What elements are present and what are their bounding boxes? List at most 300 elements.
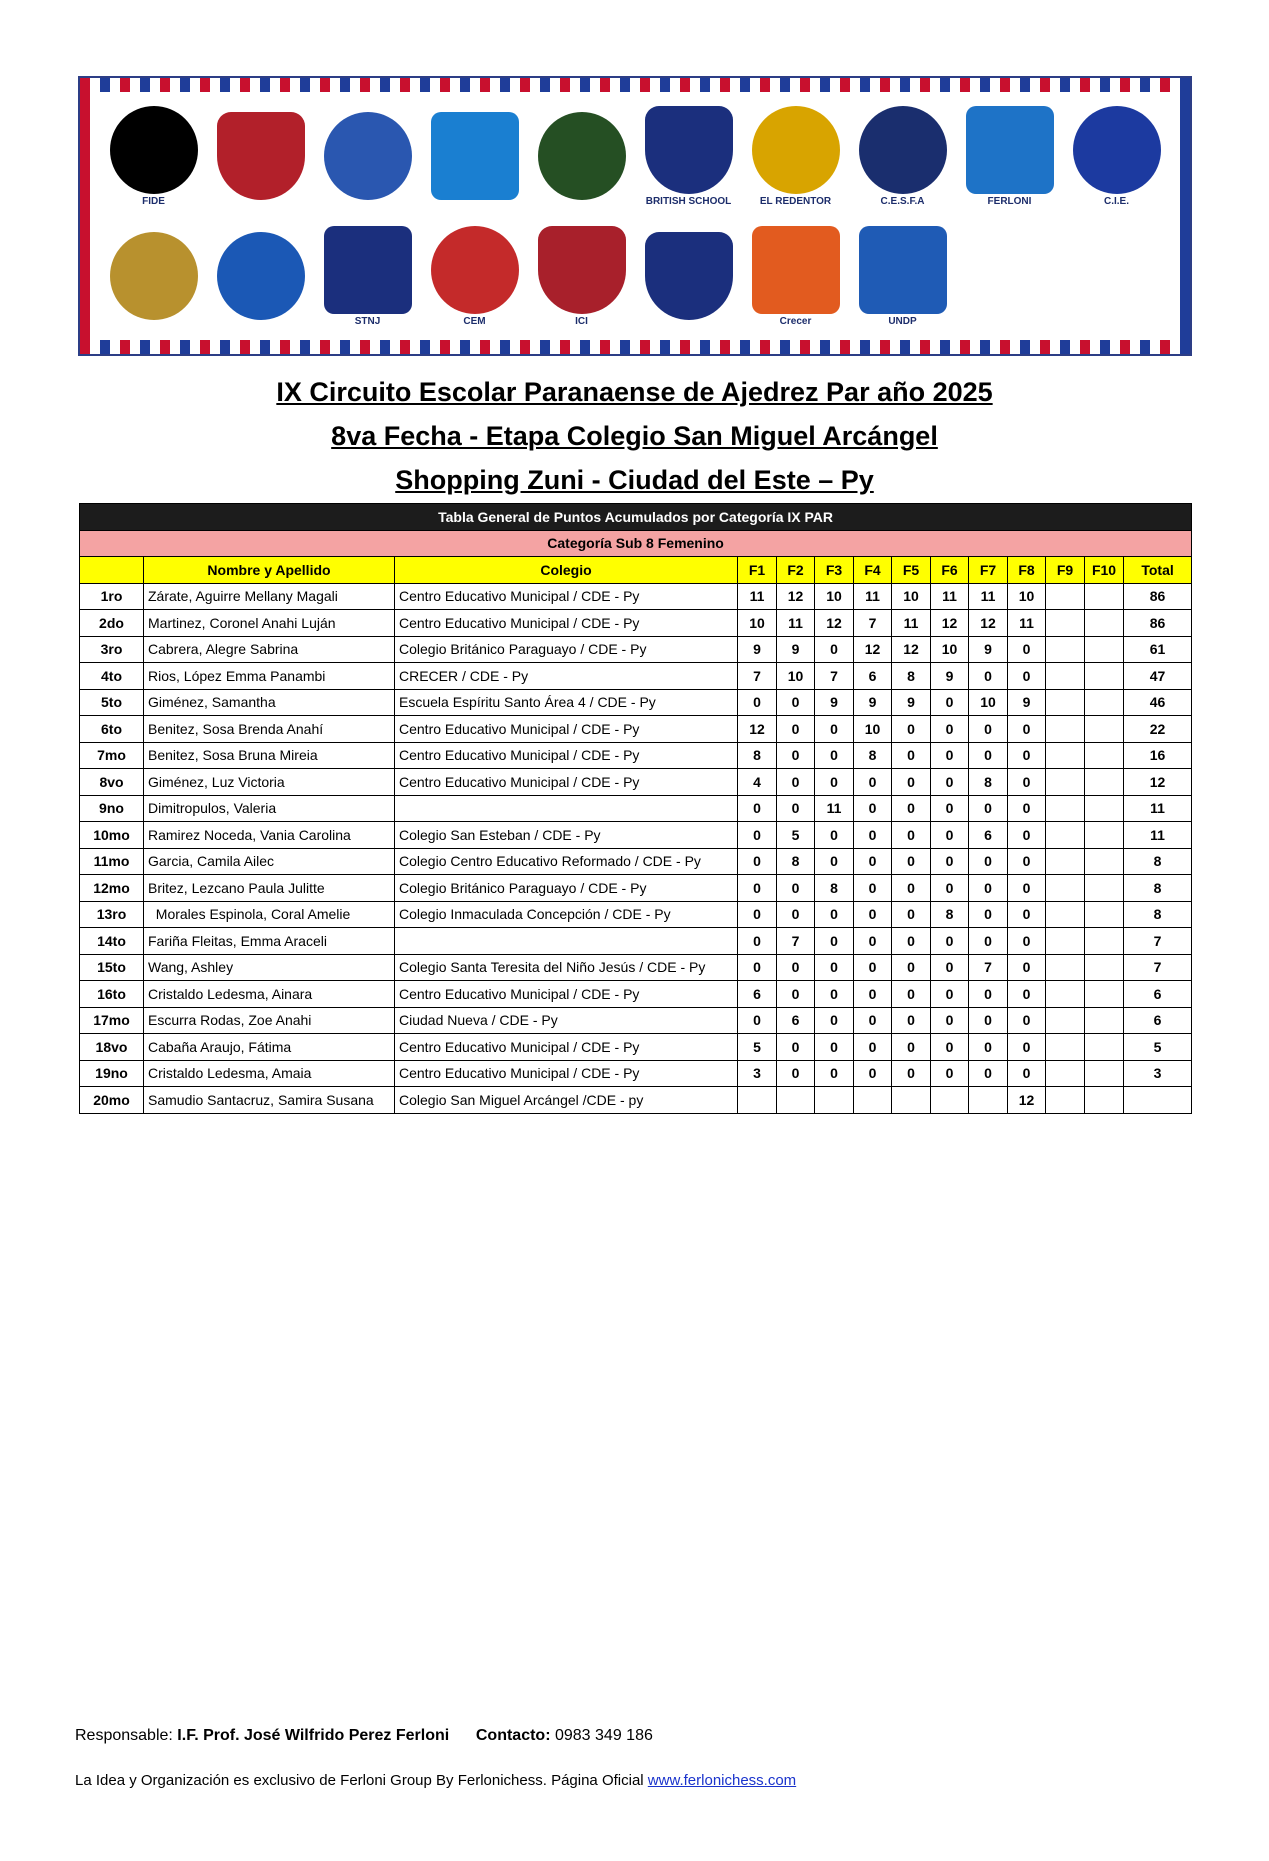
school-cell: Centro Educativo Municipal / CDE - Py xyxy=(395,583,738,610)
score-cell: 0 xyxy=(892,875,931,902)
school-cell: Colegio Santa Teresita del Niño Jesús / CDE - Py xyxy=(395,954,738,981)
logo-mark-icon xyxy=(645,232,733,320)
table-row xyxy=(80,769,1192,796)
score-cell xyxy=(1046,795,1085,822)
score-cell: 0 xyxy=(892,769,931,796)
score-cell: 0 xyxy=(1008,928,1046,955)
score-cell: 0 xyxy=(854,981,892,1008)
player-name-cell: Morales Espinola, Coral Amelie xyxy=(144,901,395,928)
score-cell: 11 xyxy=(969,583,1008,610)
score-cell: 11 xyxy=(931,583,969,610)
score-cell: 0 xyxy=(815,981,854,1008)
score-cell: 11 xyxy=(738,583,777,610)
table-row xyxy=(80,716,1192,743)
score-cell: 0 xyxy=(931,822,969,849)
score-cell xyxy=(1046,928,1085,955)
score-cell xyxy=(1046,954,1085,981)
table-row xyxy=(80,928,1192,955)
logo-caption: C.E.S.F.A xyxy=(880,195,925,207)
total-cell: 61 xyxy=(1124,636,1192,663)
footer-responsible xyxy=(75,1727,653,1745)
score-cell xyxy=(1046,875,1085,902)
score-cell xyxy=(1046,822,1085,849)
rank-cell: 17mo xyxy=(80,1007,144,1034)
table-title-row xyxy=(80,504,1192,531)
score-cell: 10 xyxy=(815,583,854,610)
table-row xyxy=(80,663,1192,690)
rank-cell: 19no xyxy=(80,1060,144,1087)
score-cell: 12 xyxy=(969,610,1008,637)
column-header: Nombre y Apellido xyxy=(144,557,395,584)
total-cell: 7 xyxy=(1124,954,1192,981)
logo-el-redentor xyxy=(750,104,842,208)
table-row xyxy=(80,1007,1192,1034)
score-cell: 11 xyxy=(815,795,854,822)
score-cell: 0 xyxy=(815,954,854,981)
logo-caption: FERLONI xyxy=(987,195,1032,207)
table-row xyxy=(80,1034,1192,1061)
score-cell xyxy=(1085,716,1124,743)
score-cell xyxy=(1085,769,1124,796)
table-row xyxy=(80,636,1192,663)
logo-c-e-s-f-a xyxy=(857,104,949,208)
score-cell: 11 xyxy=(1008,610,1046,637)
score-cell: 0 xyxy=(969,1060,1008,1087)
player-name-cell: Cristaldo Ledesma, Amaia xyxy=(144,1060,395,1087)
player-name-cell: Wang, Ashley xyxy=(144,954,395,981)
score-cell: 0 xyxy=(1008,822,1046,849)
score-cell: 0 xyxy=(738,875,777,902)
score-cell: 12 xyxy=(854,636,892,663)
rank-cell: 1ro xyxy=(80,583,144,610)
logo-mark-icon xyxy=(431,112,519,200)
score-cell: 0 xyxy=(1008,1034,1046,1061)
column-header: F10 xyxy=(1085,557,1124,584)
score-cell: 8 xyxy=(738,742,777,769)
score-cell: 0 xyxy=(854,848,892,875)
score-cell: 0 xyxy=(1008,663,1046,690)
score-cell: 0 xyxy=(815,901,854,928)
logo-mark-icon xyxy=(752,106,840,194)
score-cell: 11 xyxy=(892,610,931,637)
score-cell xyxy=(1085,901,1124,928)
score-cell xyxy=(1046,769,1085,796)
logo-undp xyxy=(857,224,949,328)
player-name-cell: Benitez, Sosa Brenda Anahí xyxy=(144,716,395,743)
score-cell: 0 xyxy=(777,1034,815,1061)
score-cell: 0 xyxy=(931,1007,969,1034)
score-cell: 12 xyxy=(777,583,815,610)
logo-fide xyxy=(108,104,200,208)
score-cell: 8 xyxy=(969,769,1008,796)
rank-cell: 11mo xyxy=(80,848,144,875)
score-cell: 9 xyxy=(777,636,815,663)
score-cell xyxy=(1085,795,1124,822)
score-cell: 10 xyxy=(892,583,931,610)
score-cell: 0 xyxy=(1008,901,1046,928)
score-cell: 12 xyxy=(931,610,969,637)
score-cell: 0 xyxy=(815,742,854,769)
score-cell: 10 xyxy=(1008,583,1046,610)
score-cell: 0 xyxy=(738,689,777,716)
score-cell: 9 xyxy=(815,689,854,716)
logo-mark-icon xyxy=(431,226,519,314)
logo-mark-icon xyxy=(645,106,733,194)
score-cell: 0 xyxy=(931,742,969,769)
rank-cell: 3ro xyxy=(80,636,144,663)
score-cell xyxy=(1085,822,1124,849)
logo-club-ferlonichess xyxy=(536,104,628,208)
score-cell: 0 xyxy=(969,928,1008,955)
school-cell: Centro Educativo Municipal / CDE - Py xyxy=(395,716,738,743)
official-site-link[interactable]: www.ferlonichess.com xyxy=(647,1772,797,1789)
column-header: F2 xyxy=(777,557,815,584)
score-cell: 7 xyxy=(854,610,892,637)
score-cell: 5 xyxy=(738,1034,777,1061)
score-cell: 0 xyxy=(854,1034,892,1061)
score-cell xyxy=(1085,1060,1124,1087)
player-name-cell: Giménez, Samantha xyxy=(144,689,395,716)
player-name-cell: Samudio Santacruz, Samira Susana xyxy=(144,1087,395,1114)
score-cell: 0 xyxy=(815,928,854,955)
column-header: F5 xyxy=(892,557,931,584)
score-cell: 7 xyxy=(738,663,777,690)
score-cell: 5 xyxy=(777,822,815,849)
logo-caption: EL REDENTOR xyxy=(759,195,832,207)
rank-cell: 2do xyxy=(80,610,144,637)
score-cell: 0 xyxy=(1008,1060,1046,1087)
score-cell xyxy=(1046,981,1085,1008)
total-cell: 6 xyxy=(1124,1007,1192,1034)
logo-mark-icon xyxy=(110,106,198,194)
score-cell: 0 xyxy=(815,716,854,743)
rank-cell: 7mo xyxy=(80,742,144,769)
column-header xyxy=(80,557,144,584)
score-cell: 0 xyxy=(815,769,854,796)
score-cell xyxy=(777,1087,815,1114)
score-cell: 0 xyxy=(931,689,969,716)
score-cell xyxy=(892,1087,931,1114)
player-name-cell: Escurra Rodas, Zoe Anahi xyxy=(144,1007,395,1034)
score-cell: 7 xyxy=(777,928,815,955)
table-row xyxy=(80,954,1192,981)
title-circuit: IX Circuito Escolar Paranaense de Ajedrez Par año 2025 xyxy=(276,377,993,407)
score-cell: 8 xyxy=(815,875,854,902)
player-name-cell: Cristaldo Ledesma, Ainara xyxy=(144,981,395,1008)
score-cell xyxy=(1046,583,1085,610)
score-cell xyxy=(1046,610,1085,637)
logo-mark-icon xyxy=(324,226,412,314)
score-cell xyxy=(1085,875,1124,902)
score-cell xyxy=(1085,1007,1124,1034)
table-row xyxy=(80,689,1192,716)
contact-phone: 0983 349 186 xyxy=(554,1727,653,1744)
player-name-cell: Giménez, Luz Victoria xyxy=(144,769,395,796)
school-cell: Centro Educativo Municipal / CDE - Py xyxy=(395,742,738,769)
score-cell xyxy=(1085,954,1124,981)
score-cell: 7 xyxy=(815,663,854,690)
score-cell: 0 xyxy=(892,928,931,955)
school-cell: Colegio Centro Educativo Reformado / CDE - Py xyxy=(395,848,738,875)
score-cell: 0 xyxy=(777,689,815,716)
score-cell: 0 xyxy=(892,1034,931,1061)
title-date-stage: 8va Fecha - Etapa Colegio San Miguel Arcángel xyxy=(331,421,938,451)
player-name-cell: Rios, López Emma Panambi xyxy=(144,663,395,690)
total-cell: 46 xyxy=(1124,689,1192,716)
school-cell: Centro Educativo Municipal / CDE - Py xyxy=(395,981,738,1008)
player-name-cell: Martinez, Coronel Anahi Luján xyxy=(144,610,395,637)
credits-text: La Idea y Organización es exclusivo de Ferloni Group By Ferlonichess. Página Oficial xyxy=(75,1772,648,1789)
score-cell: 0 xyxy=(969,663,1008,690)
score-cell: 0 xyxy=(969,1034,1008,1061)
school-cell: Colegio San Miguel Arcángel /CDE - py xyxy=(395,1087,738,1114)
school-cell: Colegio Inmaculada Concepción / CDE - Py xyxy=(395,901,738,928)
standings-body xyxy=(80,583,1192,1113)
rank-cell: 4to xyxy=(80,663,144,690)
score-cell: 0 xyxy=(969,875,1008,902)
score-cell: 0 xyxy=(969,1007,1008,1034)
logo-caption: FIDE xyxy=(142,195,165,207)
logo-instituto-privado-santa-cecilia xyxy=(108,224,200,328)
logo-mark-icon xyxy=(217,232,305,320)
score-cell: 0 xyxy=(815,1060,854,1087)
total-cell: 47 xyxy=(1124,663,1192,690)
logo-caption: CEM xyxy=(463,315,486,327)
rank-cell: 13ro xyxy=(80,901,144,928)
logo-banner xyxy=(78,76,1192,356)
table-row xyxy=(80,981,1192,1008)
logo-mark-icon xyxy=(324,112,412,200)
score-cell: 0 xyxy=(892,1060,931,1087)
total-cell: 8 xyxy=(1124,901,1192,928)
table-row xyxy=(80,875,1192,902)
player-name-cell: Britez, Lezcano Paula Julitte xyxy=(144,875,395,902)
score-cell: 0 xyxy=(738,954,777,981)
score-cell xyxy=(1046,1034,1085,1061)
standings-table xyxy=(79,503,1192,1114)
score-cell xyxy=(1085,1087,1124,1114)
score-cell: 6 xyxy=(969,822,1008,849)
logo-caption: UNDP xyxy=(888,315,917,327)
total-cell xyxy=(1124,1087,1192,1114)
school-cell: Colegio Británico Paraguayo / CDE - Py xyxy=(395,636,738,663)
score-cell: 0 xyxy=(815,1007,854,1034)
score-cell: 0 xyxy=(815,636,854,663)
score-cell: 9 xyxy=(738,636,777,663)
score-cell: 0 xyxy=(1008,795,1046,822)
score-cell: 0 xyxy=(854,875,892,902)
column-header: F8 xyxy=(1008,557,1046,584)
rank-cell: 5to xyxy=(80,689,144,716)
score-cell: 0 xyxy=(854,769,892,796)
responsible-name: I.F. Prof. José Wilfrido Perez Ferloni xyxy=(177,1727,450,1744)
score-cell: 0 xyxy=(854,928,892,955)
logo-mark-icon xyxy=(859,226,947,314)
logo-educar-para-la-vida xyxy=(1071,104,1163,208)
score-cell: 8 xyxy=(777,848,815,875)
column-header: F1 xyxy=(738,557,777,584)
score-cell: 0 xyxy=(1008,954,1046,981)
page-titles xyxy=(0,370,1269,502)
score-cell: 0 xyxy=(931,1034,969,1061)
score-cell: 0 xyxy=(854,822,892,849)
player-name-cell: Zárate, Aguirre Mellany Magali xyxy=(144,583,395,610)
rank-cell: 14to xyxy=(80,928,144,955)
score-cell xyxy=(1085,928,1124,955)
school-cell xyxy=(395,928,738,955)
score-cell: 10 xyxy=(969,689,1008,716)
score-cell: 12 xyxy=(1008,1087,1046,1114)
score-cell: 0 xyxy=(1008,769,1046,796)
score-cell: 0 xyxy=(1008,636,1046,663)
score-cell: 11 xyxy=(777,610,815,637)
score-cell: 10 xyxy=(931,636,969,663)
total-cell: 6 xyxy=(1124,981,1192,1008)
score-cell: 0 xyxy=(892,981,931,1008)
responsible-label: Responsable: xyxy=(75,1727,178,1744)
score-cell xyxy=(1085,583,1124,610)
score-cell: 0 xyxy=(969,742,1008,769)
table-row xyxy=(80,901,1192,928)
score-cell: 0 xyxy=(931,954,969,981)
total-cell: 3 xyxy=(1124,1060,1192,1087)
score-cell: 0 xyxy=(1008,716,1046,743)
player-name-cell: Fariña Fleitas, Emma Araceli xyxy=(144,928,395,955)
logo-fvd xyxy=(215,104,307,208)
player-name-cell: Benitez, Sosa Bruna Mireia xyxy=(144,742,395,769)
score-cell xyxy=(1046,1060,1085,1087)
score-cell xyxy=(1085,636,1124,663)
score-cell: 0 xyxy=(738,822,777,849)
rank-cell: 20mo xyxy=(80,1087,144,1114)
score-cell: 11 xyxy=(854,583,892,610)
score-cell: 8 xyxy=(854,742,892,769)
score-cell: 10 xyxy=(777,663,815,690)
score-cell xyxy=(738,1087,777,1114)
score-cell: 9 xyxy=(892,689,931,716)
score-cell xyxy=(1085,981,1124,1008)
school-cell: Ciudad Nueva / CDE - Py xyxy=(395,1007,738,1034)
score-cell xyxy=(969,1087,1008,1114)
logo-mark-icon xyxy=(859,106,947,194)
table-title: Tabla General de Puntos Acumulados por Categoría IX PAR xyxy=(80,504,1192,531)
logo-british-school xyxy=(643,104,735,208)
score-cell xyxy=(1085,663,1124,690)
score-cell: 0 xyxy=(892,1007,931,1034)
score-cell: 8 xyxy=(892,663,931,690)
score-cell: 0 xyxy=(1008,848,1046,875)
logo-mark-icon xyxy=(217,112,305,200)
logo-caption: BRITISH SCHOOL xyxy=(645,195,732,207)
score-cell: 0 xyxy=(969,848,1008,875)
score-cell: 9 xyxy=(969,636,1008,663)
score-cell xyxy=(1046,1007,1085,1034)
logo-eic xyxy=(429,104,521,208)
player-name-cell: Dimitropulos, Valeria xyxy=(144,795,395,822)
score-cell xyxy=(854,1087,892,1114)
score-cell: 0 xyxy=(931,848,969,875)
score-cell: 0 xyxy=(854,1007,892,1034)
score-cell: 0 xyxy=(777,901,815,928)
rank-cell: 15to xyxy=(80,954,144,981)
rank-cell: 9no xyxy=(80,795,144,822)
score-cell: 4 xyxy=(738,769,777,796)
score-cell: 12 xyxy=(815,610,854,637)
table-row xyxy=(80,1087,1192,1114)
score-cell: 0 xyxy=(892,716,931,743)
total-cell: 7 xyxy=(1124,928,1192,955)
table-row xyxy=(80,742,1192,769)
logo-mark-icon xyxy=(538,112,626,200)
score-cell: 0 xyxy=(815,822,854,849)
logo-caption: STNJ xyxy=(354,315,381,327)
table-row xyxy=(80,610,1192,637)
total-cell: 86 xyxy=(1124,610,1192,637)
category-row xyxy=(80,530,1192,557)
total-cell: 86 xyxy=(1124,583,1192,610)
score-cell: 0 xyxy=(738,1007,777,1034)
score-cell: 0 xyxy=(738,928,777,955)
score-cell: 0 xyxy=(969,901,1008,928)
logo-crecer xyxy=(750,224,842,328)
school-cell: Colegio San Esteban / CDE - Py xyxy=(395,822,738,849)
total-cell: 12 xyxy=(1124,769,1192,796)
score-cell xyxy=(815,1087,854,1114)
title-venue: Shopping Zuni - Ciudad del Este – Py xyxy=(395,465,874,495)
score-cell: 0 xyxy=(815,848,854,875)
score-cell: 0 xyxy=(777,1060,815,1087)
score-cell xyxy=(1046,742,1085,769)
score-cell: 0 xyxy=(931,795,969,822)
score-cell: 3 xyxy=(738,1060,777,1087)
score-cell: 0 xyxy=(892,954,931,981)
score-cell: 0 xyxy=(931,875,969,902)
score-cell: 0 xyxy=(892,848,931,875)
score-cell: 10 xyxy=(738,610,777,637)
table-row xyxy=(80,583,1192,610)
rank-cell: 8vo xyxy=(80,769,144,796)
school-cell: Escuela Espíritu Santo Área 4 / CDE - Py xyxy=(395,689,738,716)
logo-ici xyxy=(536,224,628,328)
logo-colegio-nacional-santa-rita xyxy=(643,224,735,328)
score-cell: 0 xyxy=(969,716,1008,743)
score-cell xyxy=(1046,901,1085,928)
rank-cell: 10mo xyxy=(80,822,144,849)
score-cell: 0 xyxy=(777,875,815,902)
score-cell: 0 xyxy=(777,769,815,796)
logo-stnj xyxy=(322,224,414,328)
score-cell xyxy=(1085,610,1124,637)
column-header: Total xyxy=(1124,557,1192,584)
footer-credits xyxy=(75,1772,796,1789)
score-cell xyxy=(931,1087,969,1114)
column-header: F7 xyxy=(969,557,1008,584)
category-label: Categoría Sub 8 Femenino xyxy=(80,530,1192,557)
score-cell: 8 xyxy=(931,901,969,928)
score-cell: 0 xyxy=(892,822,931,849)
total-cell: 8 xyxy=(1124,848,1192,875)
score-cell: 0 xyxy=(1008,1007,1046,1034)
table-row xyxy=(80,848,1192,875)
logo-caption: ICI xyxy=(575,315,588,327)
column-header: F9 xyxy=(1046,557,1085,584)
player-name-cell: Garcia, Camila Ailec xyxy=(144,848,395,875)
column-header: F4 xyxy=(854,557,892,584)
logo-caption: Crecer xyxy=(779,315,812,327)
score-cell: 0 xyxy=(931,928,969,955)
logo-grid xyxy=(94,92,1176,340)
column-header: Colegio xyxy=(395,557,738,584)
